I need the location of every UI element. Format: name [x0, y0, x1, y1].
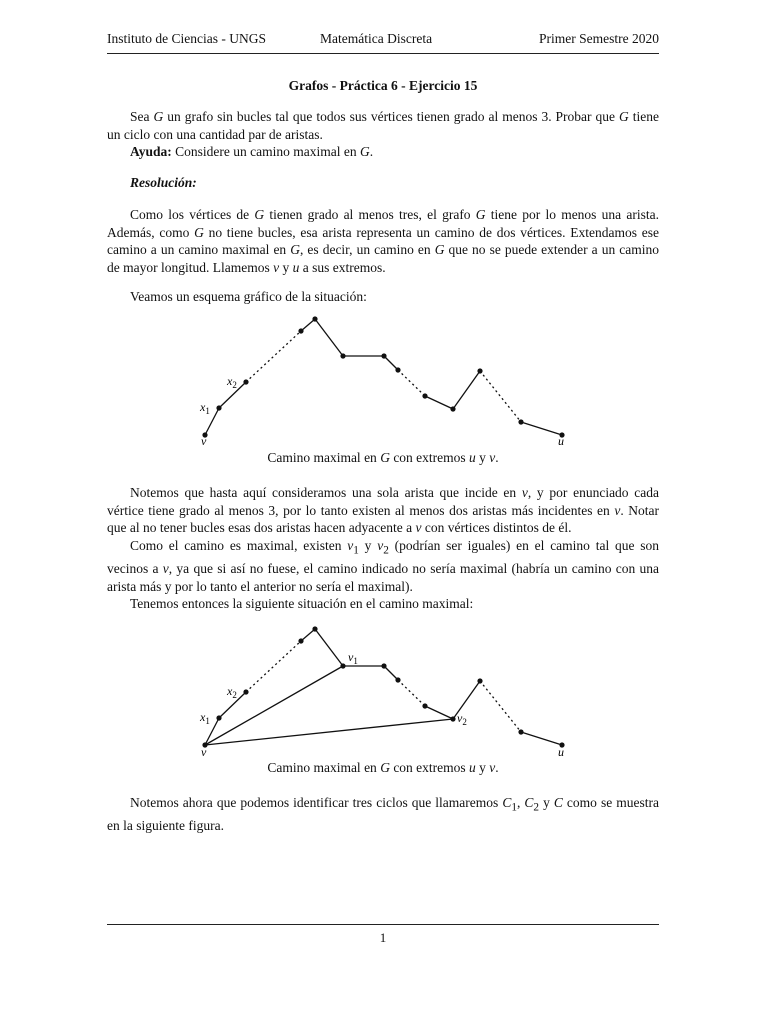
label-v: v: [201, 434, 207, 448]
statement-paragraph: Sea G un grafo sin bucles tal que todos sus vértices tienen grado al menos 3. Probar que G tiene un ciclo con una cantidad par de aristas.: [107, 109, 659, 142]
vertex: [422, 703, 427, 708]
path-dotted-segment: [246, 641, 301, 692]
page-number: 1: [379, 930, 387, 945]
resolution-paragraph-3: Notemos que hasta aquí consideramos una sola arista que incide en v, y por enunciado cada vértice tiene grado al menos 3, por lo tanto existen al menos dos aristas más incidentes en v. Notar que al no tener bucles esas dos aristas hacen adyacente a v con vértices distintos de él. Como el camino es maximal, existen $v_1$ y $v_2$ (podrían ser iguales) en el camino tal que son vecinos a v, ya que si así no fuese, el camino indicado no sería maximal (habría un camino con una arista más y por lo tanto el anterior no sería el maximal). Tenemos entonces la siguiente situación en el camino maximal:: [107, 485, 660, 612]
vertex-v2: [450, 716, 455, 721]
footer-rule: [107, 924, 659, 925]
label-x2: $x_2$: [227, 684, 237, 700]
vertex-x1: [216, 715, 221, 720]
resolution-heading: Resolución:: [130, 175, 197, 190]
resolution-paragraph-1: Como los vértices de G tienen grado al menos tres, el grafo G tiene por lo menos una arista. Además, como G no tiene bucles, esa arista representa un camino de dos vértices. Extendamos ese camino a un camino maximal en G, es decir, un camino en G que no se puede extender a un camino de mayor longitud. Llamemos v y u a sus extremos.: [107, 207, 659, 275]
resolution-paragraph-4: Como el camino es maximal, existen $v_1$ y $v_2$ (podrían ser iguales) en el camino tal que son vecinos a v, ya que si así no fuese, el camino indicado no sería maximal (habría un camino con una arista más y por lo tanto el anterior no sería el maximal).: [107, 537, 660, 594]
path-edge: [425, 706, 453, 719]
path-edge: [384, 666, 398, 680]
vertex: [381, 663, 386, 668]
vertex: [395, 677, 400, 682]
vertex: [477, 678, 482, 683]
path-edge: [301, 629, 315, 641]
vertex-v1: [340, 663, 345, 668]
vertex: [298, 638, 303, 643]
path-edge: [521, 732, 562, 745]
label-v2: $v_2$: [457, 711, 467, 727]
label-x1: $x_1$: [200, 710, 210, 726]
resolution-paragraph-2: Veamos un esquema gráfico de la situación:: [130, 289, 367, 304]
resolution-paragraph-6: Notemos ahora que podemos identificar tres ciclos que llamaremos $C_1$, $C_2$ y C como se muestra en la siguiente figura.: [107, 795, 659, 834]
edge-v-v2: [205, 719, 453, 745]
header-course: Matemática Discreta: [320, 31, 433, 46]
resolution-paragraph-5: Tenemos entonces la siguiente situación en el camino maximal:: [130, 596, 474, 612]
path-dotted-segment: [480, 681, 521, 732]
label-v1: $v_1$: [348, 650, 358, 666]
label-u: u: [558, 745, 564, 759]
hint-label: Ayuda:: [130, 144, 172, 160]
header-semester: Primer Semestre 2020: [539, 31, 659, 46]
path-dotted-segment: [398, 680, 425, 706]
label-v: v: [201, 745, 207, 759]
figure1-caption: Camino maximal en G con extremos u y v.: [267, 450, 499, 465]
figure2-caption: Camino maximal en G con extremos u y v.: [267, 760, 499, 775]
vertex-x2: [243, 689, 248, 694]
path-edge: [315, 629, 343, 666]
header-institution: Instituto de Ciencias - UNGS: [107, 31, 266, 46]
exercise-title: Grafos - Práctica 6 - Ejercicio 15: [288, 78, 478, 93]
label-u: u: [558, 434, 564, 448]
vertex: [312, 626, 317, 631]
label-x2: $x_2$: [227, 374, 237, 390]
label-x1: $x_1$: [200, 400, 210, 416]
vertex: [518, 729, 523, 734]
hint-paragraph: Ayuda: Considere un camino maximal en G.: [130, 144, 374, 160]
